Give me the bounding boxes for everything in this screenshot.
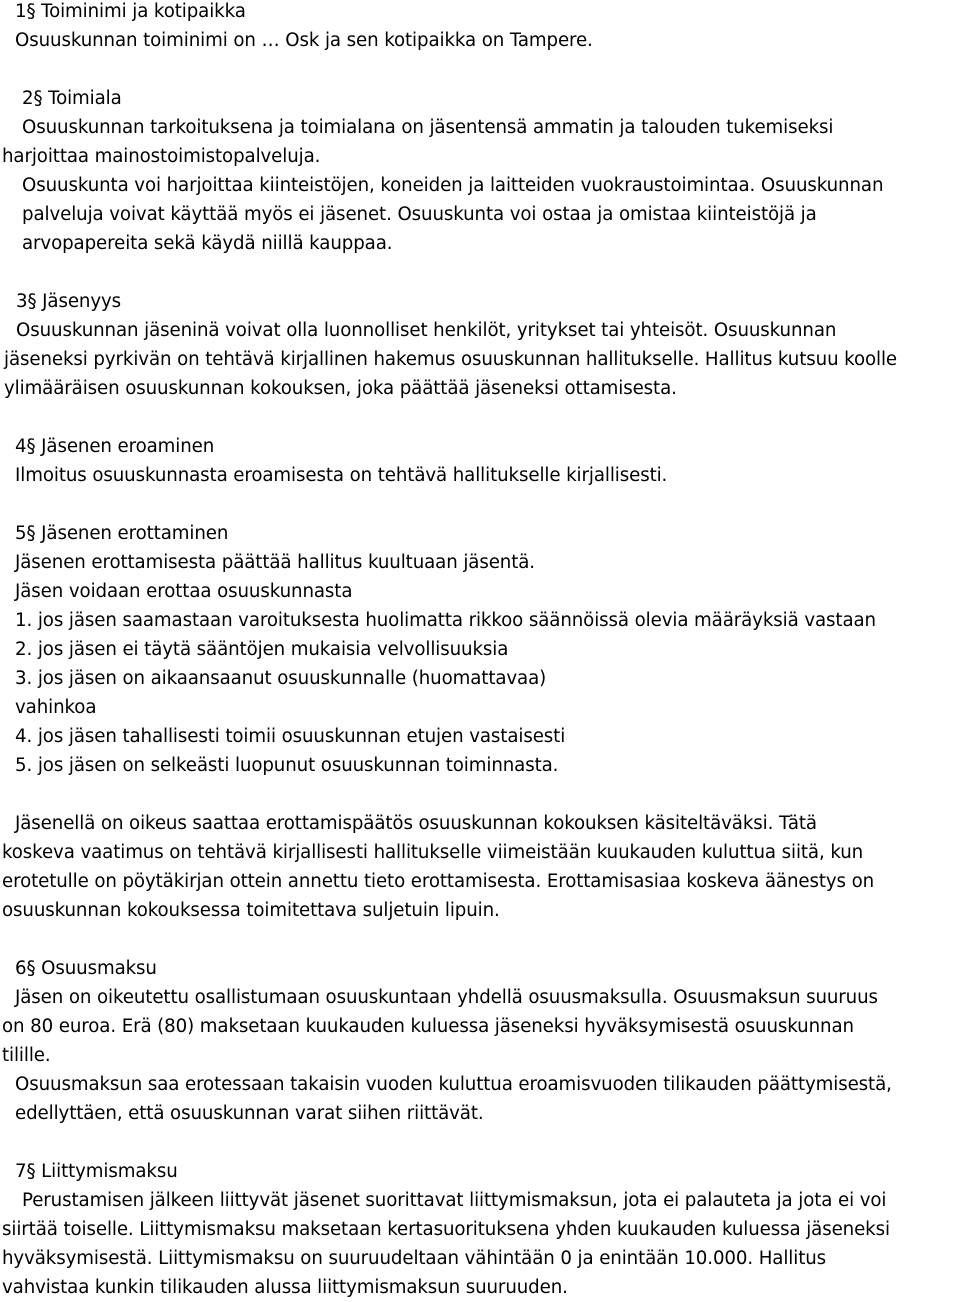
text-line: palveluja voivat käyttää myös ei jäsenet. Osuuskunta voi ostaa ja omistaa kiinteistöjä ja — [22, 204, 817, 225]
text-line: siirtää toiselle. Liittymismaksu maksetaan kertasuorituksena yhden kuukauden kuluessa jäseneksi — [2, 1219, 890, 1240]
text-line: Perustamisen jälkeen liittyvät jäsenet suorittavat liittymismaksun, jota ei palauteta ja jota ei voi — [22, 1190, 887, 1211]
text-line: Osuusmaksun saa erotessaan takaisin vuoden kuluttua eroamisvuoden tilikauden päättymisestä, — [15, 1074, 892, 1095]
text-line: arvopapereita sekä käydä niillä kauppaa. — [22, 233, 393, 254]
text-line: erotetulle on pöytäkirjan ottein annettu tieto erottamisesta. Erottamisasiaa koskeva äänestys on — [2, 871, 875, 892]
text-line: harjoittaa mainostoimistopalveluja. — [2, 146, 321, 167]
text-line: Jäsenen erottamisesta päättää hallitus kuultuaan jäsentä. — [15, 552, 535, 573]
section-2-heading: 2§ Toimiala — [22, 88, 122, 109]
list-item: 3. jos jäsen on aikaansaanut osuuskunnalle (huomattavaa) — [15, 668, 547, 689]
section-6-heading: 6§ Osuusmaksu — [15, 958, 157, 979]
list-item: 4. jos jäsen tahallisesti toimii osuuskunnan etujen vastaisesti — [15, 726, 566, 747]
text-line: edellyttäen, että osuuskunnan varat siihen riittävät. — [15, 1103, 484, 1124]
text-line: hyväksymisestä. Liittymismaksu on suuruudeltaan vähintään 0 ja enintään 10.000. Hallitus — [2, 1248, 827, 1269]
list-item: 1. jos jäsen saamastaan varoituksesta huolimatta rikkoo säännöissä olevia määräyksiä vastaan — [15, 610, 876, 631]
text-line: jäseneksi pyrkivän on tehtävä kirjallinen hakemus osuuskunnan hallitukselle. Hallitus kutsuu koolle — [4, 349, 898, 370]
text-line: osuuskunnan kokouksessa toimitettava suljetuin lipuin. — [2, 900, 500, 921]
text-line: Osuuskunta voi harjoittaa kiinteistöjen, koneiden ja laitteiden vuokraustoimintaa. Osuuskunnan — [22, 175, 884, 196]
list-item: 5. jos jäsen on selkeästi luopunut osuuskunnan toiminnasta. — [15, 755, 559, 776]
section-3-heading: 3§ Jäsenyys — [16, 291, 122, 312]
text-line: Ilmoitus osuuskunnasta eroamisesta on tehtävä hallitukselle kirjallisesti. — [15, 465, 668, 486]
section-4-heading: 4§ Jäsenen eroaminen — [15, 436, 215, 457]
text-line: ylimääräisen osuuskunnan kokouksen, joka päättää jäseneksi ottamisesta. — [4, 378, 677, 399]
text-line: Osuuskunnan tarkoituksena ja toimialana on jäsentensä ammatin ja talouden tukemiseksi — [22, 117, 834, 138]
section-5-heading: 5§ Jäsenen erottaminen — [15, 523, 229, 544]
list-item-continuation: vahinkoa — [15, 697, 97, 718]
text-line: on 80 euroa. Erä (80) maksetaan kuukauden kuluessa jäseneksi hyväksymisestä osuuskunnan — [2, 1016, 854, 1037]
text-line: Jäsen on oikeutettu osallistumaan osuuskuntaan yhdellä osuusmaksulla. Osuusmaksun suuruus — [15, 987, 878, 1008]
text-line: Osuuskunnan toiminimi on … Osk ja sen kotipaikka on Tampere. — [15, 30, 593, 51]
text-line: Jäsenellä on oikeus saattaa erottamispäätös osuuskunnan kokouksen käsiteltäväksi. Tätä — [15, 813, 817, 834]
text-line: tilille. — [2, 1045, 51, 1066]
section-7-heading: 7§ Liittymismaksu — [15, 1161, 178, 1182]
list-item: 2. jos jäsen ei täytä sääntöjen mukaisia velvollisuuksia — [15, 639, 509, 660]
text-line: Jäsen voidaan erottaa osuuskunnasta — [15, 581, 353, 602]
text-line: koskeva vaatimus on tehtävä kirjallisesti hallitukselle viimeistään kuukauden kuluttua siitä, kun — [2, 842, 864, 863]
text-line: vahvistaa kunkin tilikauden alussa liittymismaksun suuruuden. — [2, 1277, 568, 1298]
section-1-heading: 1§ Toiminimi ja kotipaikka — [15, 1, 246, 22]
text-line: Osuuskunnan jäseninä voivat olla luonnolliset henkilöt, yritykset tai yhteisöt. Osuuskunnan — [16, 320, 837, 341]
